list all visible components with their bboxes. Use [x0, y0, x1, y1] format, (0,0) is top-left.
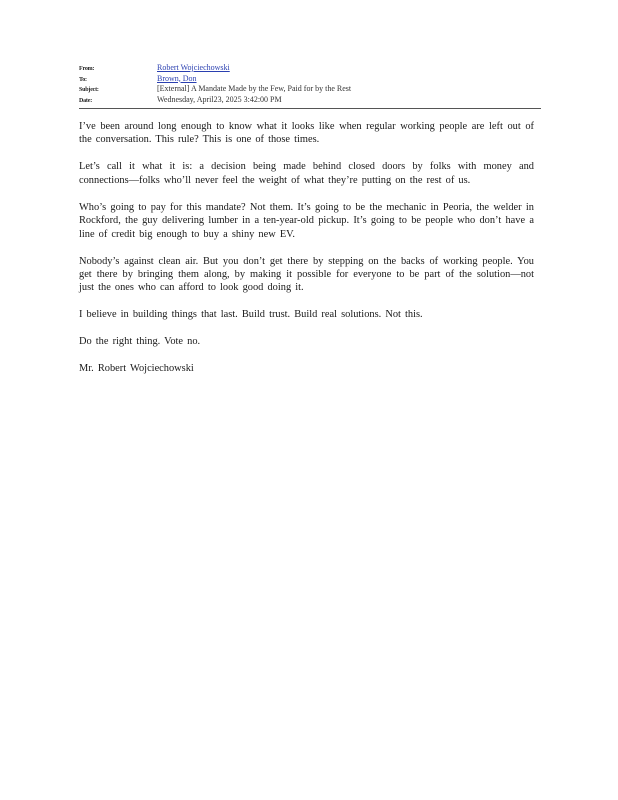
body-paragraph-3: Who’s going to pay for this mandate? Not them. It’s going to be the mechanic in Peoria, the welder in Rockford, the guy delivering lumber in a ten-year-old pickup. It’s going to be people who don’t have a line of credit big enough to buy a shiny new EV.: [79, 201, 534, 240]
subject-label: Subject:: [79, 87, 99, 93]
from-link[interactable]: Robert Wojciechowski: [157, 63, 230, 72]
body-paragraph-4: Nobody’s against clean air. But you don’t get there by stepping on the backs of working people. You get there by bringing them along, by making it possible for everyone to be part of the solution—not just the ones who can afford to look good doing it.: [79, 255, 534, 294]
subject-value: [External] A Mandate Made by the Few, Paid for by the Rest: [157, 84, 352, 93]
date-label: Date:: [79, 97, 92, 104]
body-paragraph-2: Let’s call it what it is: a decision being made behind closed doors by folks with money and connections—folks who’ll never feel the weight of what they’re putting on the rest of us.: [79, 161, 534, 186]
date-row: [79, 95, 541, 106]
email-header: [79, 63, 541, 105]
signature: Mr. Robert Wojciechowski: [79, 363, 194, 375]
date-value: Wednesday, April23, 2025 3:42:00 PM: [157, 94, 282, 104]
subject-row: [79, 84, 541, 95]
header-divider: [79, 108, 541, 109]
to-link[interactable]: Brown, Don: [157, 73, 197, 83]
body-paragraph-6: Do the right thing. Vote no.: [79, 336, 201, 348]
from-label: From:: [79, 66, 95, 72]
email-body: [79, 120, 534, 389]
from-row: [79, 63, 541, 74]
to-row: [79, 74, 541, 85]
body-paragraph-1: I’ve been around long enough to know what it looks like when regular working people are left out of the conversation. This rule? This is one of those times.: [79, 121, 534, 146]
to-label: To:: [79, 76, 87, 83]
body-paragraph-5: I believe in building things that last. Build trust. Build real solutions. Not this.: [79, 309, 423, 321]
